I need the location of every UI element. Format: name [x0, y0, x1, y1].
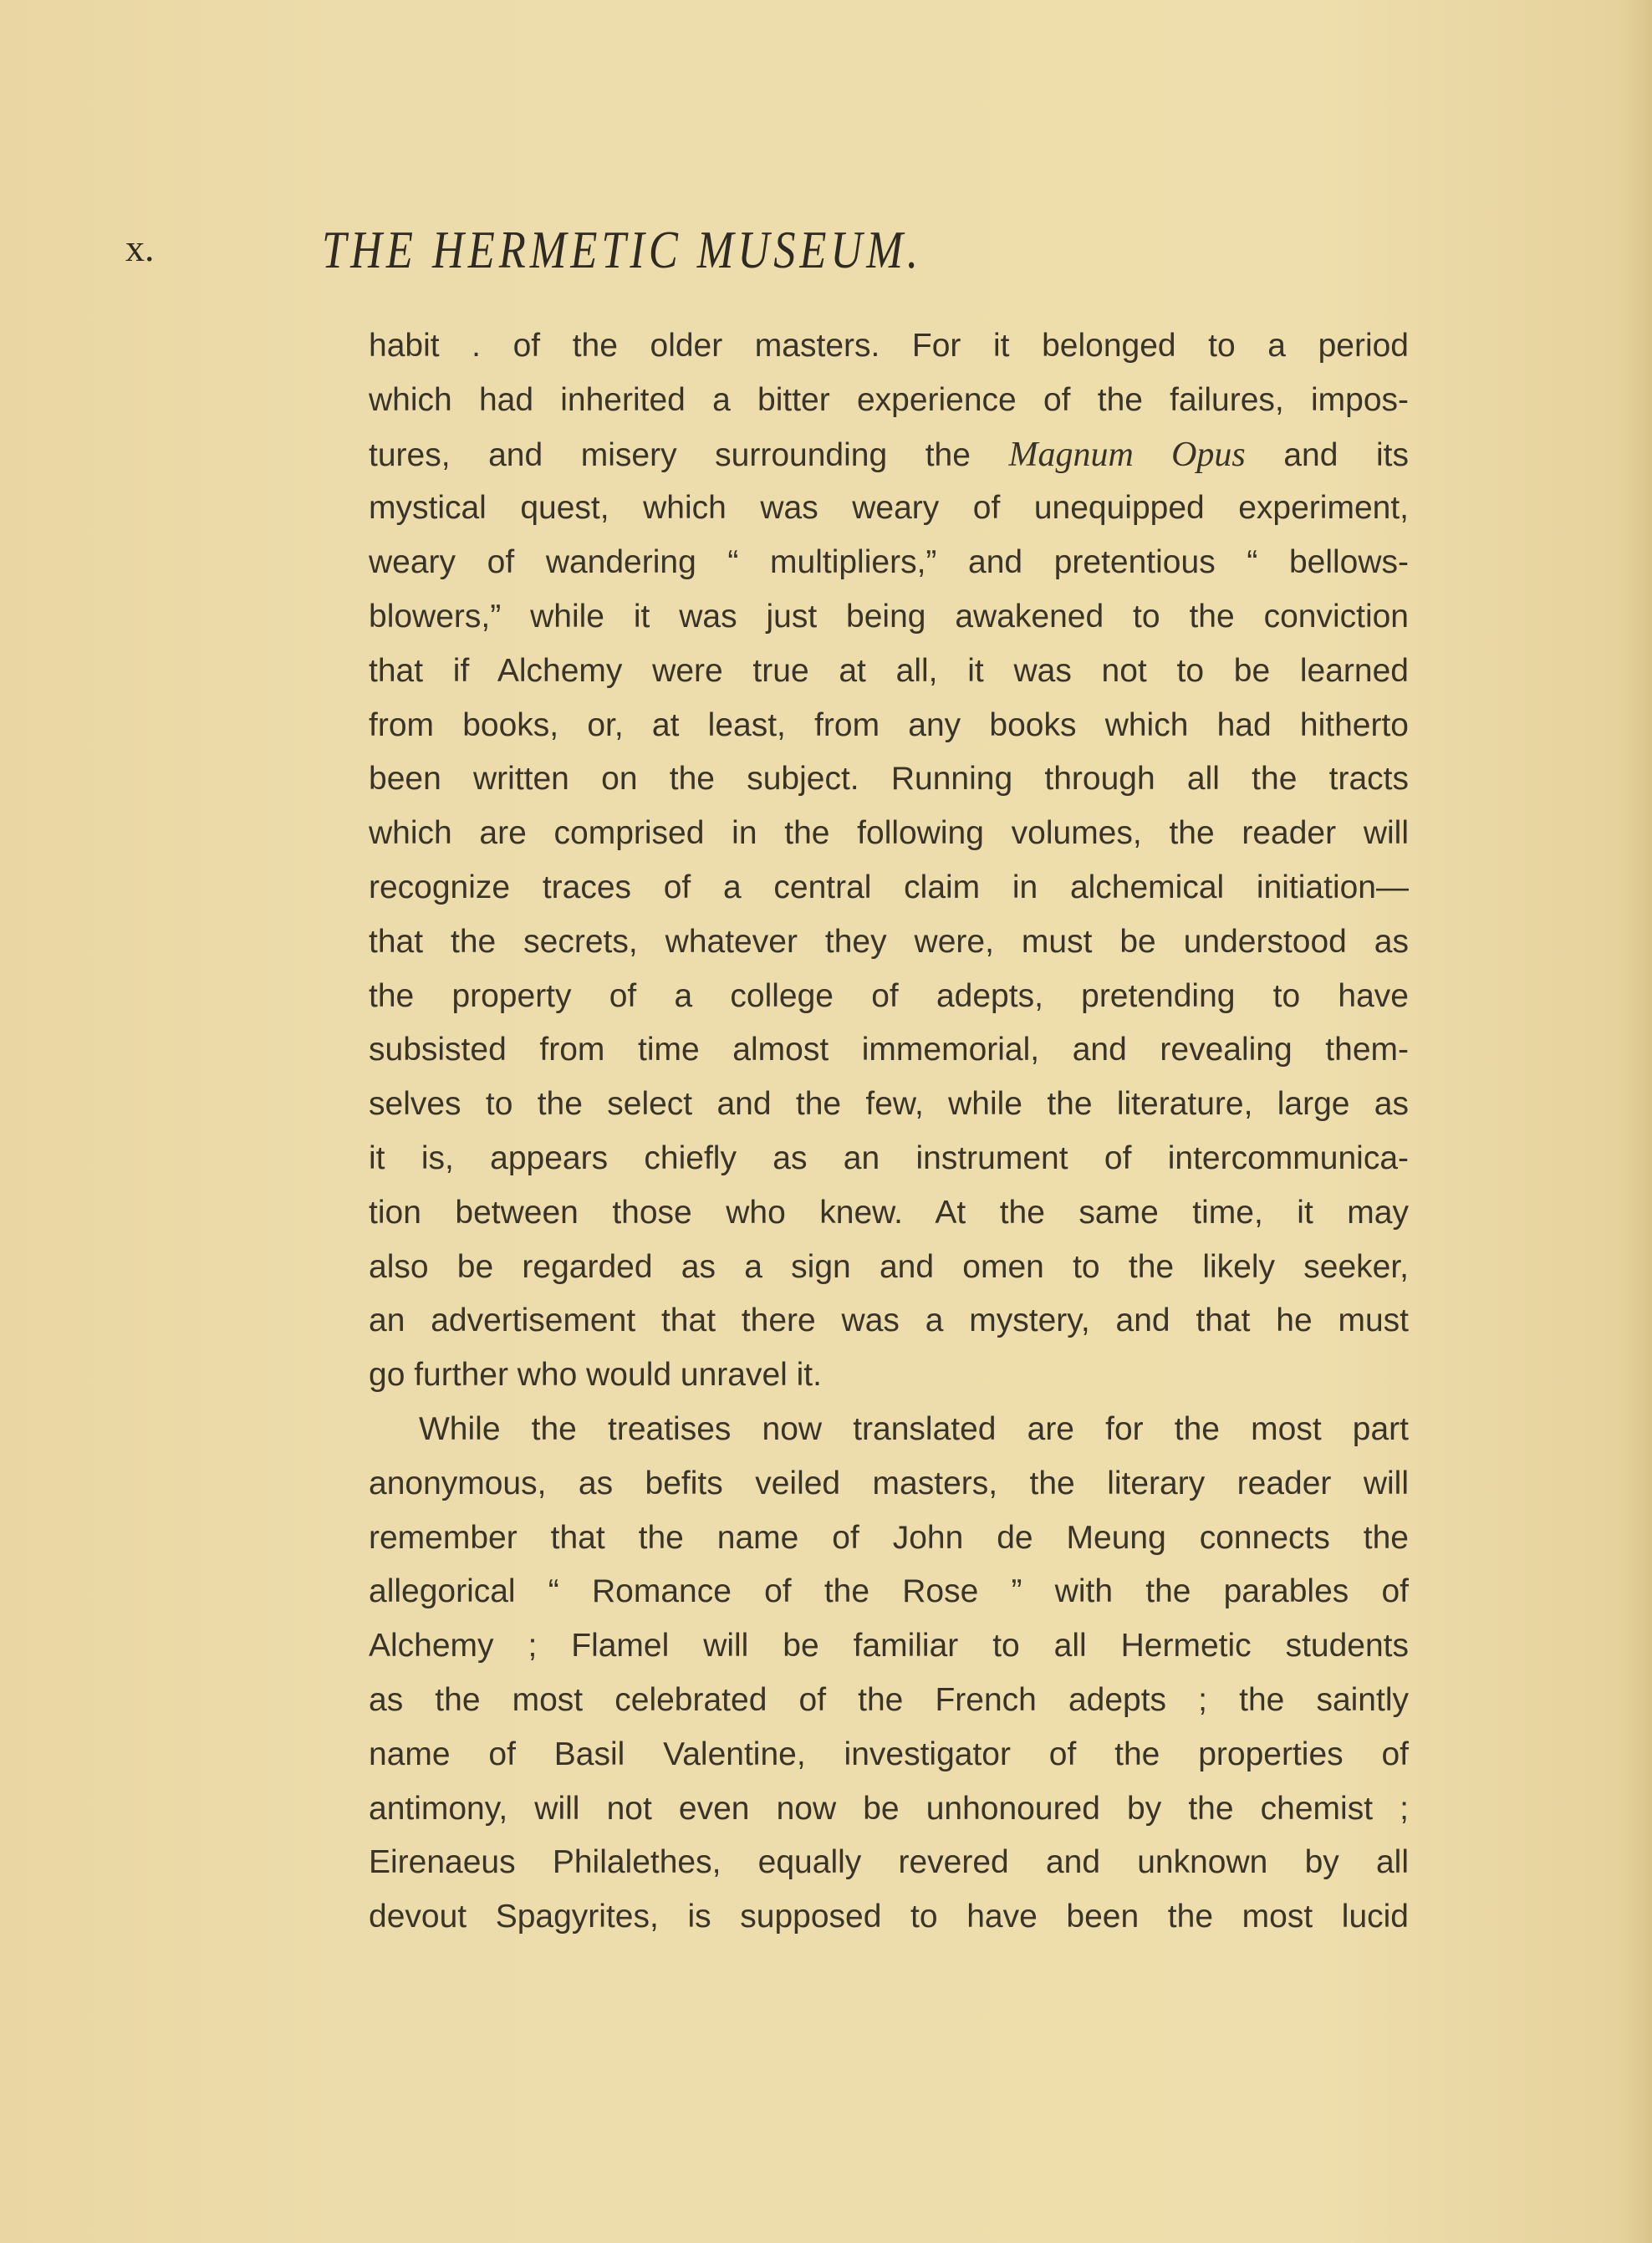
- text-line: go further who would unravel it.: [369, 1357, 822, 1394]
- text-line: antimony, will not even now be unhonoured by the chemist ;: [369, 1790, 1409, 1827]
- text-line: that the secrets, whatever they were, must be understood as: [369, 923, 1409, 960]
- text-line: also be regarded as a sign and omen to the likely seeker,: [369, 1248, 1409, 1285]
- text-line: tion between those who knew. At the same time, it may: [369, 1194, 1409, 1231]
- running-title: THE HERMETIC MUSEUM.: [322, 220, 922, 279]
- text-line: from books, or, at least, from any books which had hitherto: [369, 706, 1409, 743]
- text-line: allegorical “ Romance of the Rose ” with the parables of: [369, 1573, 1409, 1610]
- text-line: habit . of the older masters. For it belonged to a period: [369, 328, 1409, 364]
- text-line: name of Basil Valentine, investigator of the properties of: [369, 1736, 1409, 1772]
- text-line: which had inherited a bitter experience of the failures, impos-: [369, 381, 1409, 418]
- text-line: weary of wandering “ multipliers,” and pretentious “ bellows-: [369, 544, 1409, 581]
- text-line: the property of a college of adepts, pretending to have: [369, 977, 1409, 1014]
- text-line: remember that the name of John de Meung connects the: [369, 1519, 1409, 1556]
- text-line: mystical quest, which was weary of unequipped experiment,: [369, 490, 1409, 527]
- running-header: [0, 219, 1652, 286]
- text-segment: tures, and misery surrounding the: [369, 436, 971, 473]
- page-folio: x.: [125, 227, 155, 269]
- text-line: it is, appears chiefly as an instrument of intercommunica-: [369, 1139, 1409, 1176]
- text-line: blowers,” while it was just being awakened to the conviction: [369, 598, 1409, 635]
- text-line: Eirenaeus Philalethes, equally revered and unknown by all: [369, 1844, 1409, 1881]
- text-line: recognize traces of a central claim in alchemical initiation—: [369, 869, 1409, 905]
- text-line: Alchemy ; Flamel will be familiar to all Hermetic students: [369, 1628, 1409, 1664]
- italic-title: Magnum Opus: [1008, 435, 1246, 474]
- body-text: [369, 319, 1409, 1945]
- text-line: subsisted from time almost immemorial, and revealing them-: [369, 1032, 1409, 1068]
- text-line: been written on the subject. Running through all the tracts: [369, 761, 1409, 798]
- text-line: which are comprised in the following volumes, the reader will: [369, 815, 1409, 852]
- text-line: anonymous, as befits veiled masters, the literary reader will: [369, 1465, 1409, 1501]
- text-line: that if Alchemy were true at all, it was not to be learned: [369, 652, 1409, 689]
- text-line: as the most celebrated of the French adepts ; the saintly: [369, 1681, 1409, 1718]
- text-line: an advertisement that there was a mystery, and that he must: [369, 1302, 1409, 1339]
- text-line: [369, 428, 1409, 482]
- paragraph-start-line: While the treatises now translated are for the most part: [419, 1410, 1409, 1447]
- text-line: devout Spagyrites, is supposed to have been the most lucid: [369, 1899, 1409, 1935]
- text-segment: and its: [1283, 436, 1409, 473]
- text-line: selves to the select and the few, while the literature, large as: [369, 1086, 1409, 1123]
